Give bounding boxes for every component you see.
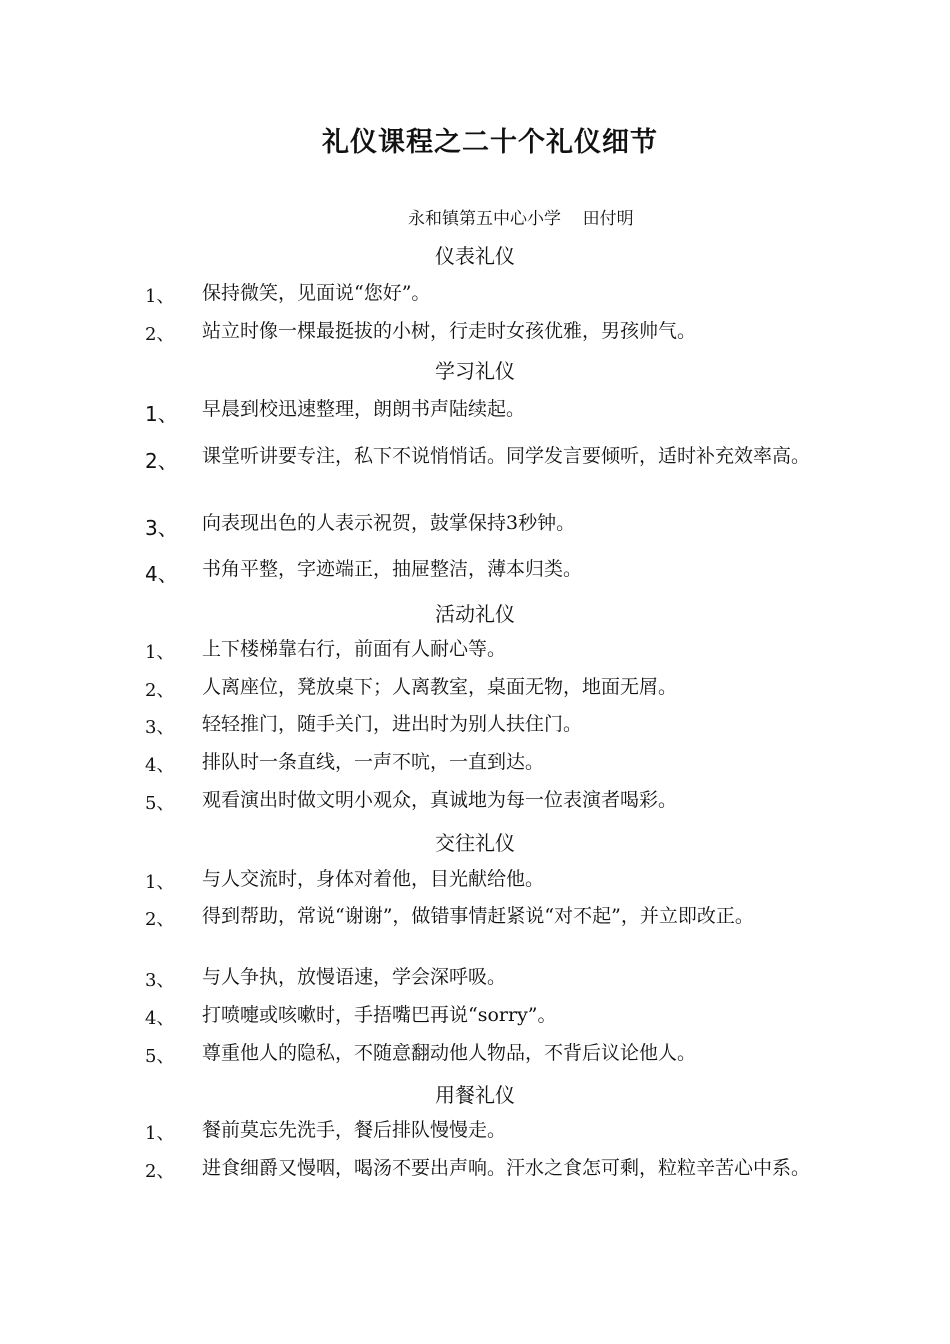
section-title-dining: 用餐礼仪 [435, 1083, 515, 1107]
item-text: 进食细爵又慢咽，喝汤不要出声响。汗水之食怎可剩，粒粒辛苦心中系。 [202, 1157, 811, 1179]
item-text: 观看演出时做文明小观众，真诚地为每一位表演者喝彩。 [202, 789, 678, 811]
item-number: 1、 [145, 1123, 175, 1144]
item-text: 书角平整，字迹端正，抽屉整洁，薄本归类。 [202, 558, 583, 580]
item-text: 排队时一条直线，一声不吭，一直到达。 [202, 751, 545, 773]
item-number: 3、 [145, 516, 178, 540]
item-number: 1、 [145, 402, 178, 426]
section-title-social: 交往礼仪 [435, 831, 515, 855]
author-line: 永和镇第五中心小学 田付明 [408, 209, 634, 229]
item-number: 1、 [145, 872, 175, 893]
item-text: 尊重他人的隐私，不随意翻动他人物品，不背后议论他人。 [202, 1042, 697, 1064]
item-number: 4、 [145, 1008, 175, 1029]
item-text: 轻轻推门，随手关门，进出时为别人扶住门。 [202, 713, 583, 735]
item-number: 5、 [145, 793, 175, 814]
item-number: 3、 [145, 717, 175, 738]
item-number: 2、 [145, 909, 175, 930]
item-text: 向表现出色的人表示祝贺，鼓掌保持3秒钟。 [202, 512, 576, 534]
item-number: 2、 [145, 449, 178, 473]
item-number: 1、 [145, 642, 175, 663]
item-text: 早晨到校迅速整理，朗朗书声陆续起。 [202, 398, 526, 420]
item-number: 4、 [145, 562, 178, 586]
item-number: 2、 [145, 324, 175, 345]
section-title-activity: 活动礼仪 [435, 602, 515, 626]
item-text: 人离座位，凳放桌下；人离教室，桌面无物，地面无屑。 [202, 676, 678, 698]
item-text: 打喷嚏或咳嗽时，手捂嘴巴再说“sorry”。 [202, 1004, 557, 1026]
section-title-appearance: 仪表礼仪 [435, 244, 515, 268]
item-text: 与人交流时，身体对着他，目光献给他。 [202, 868, 545, 890]
item-number: 1、 [145, 286, 175, 307]
item-number: 4、 [145, 755, 175, 776]
item-number: 5、 [145, 1046, 175, 1067]
item-text: 课堂听讲要专注，私下不说悄悄话。同学发言要倾听，适时补充效率高。 [202, 445, 811, 467]
section-title-study: 学习礼仪 [435, 359, 515, 383]
item-number: 2、 [145, 680, 175, 701]
item-number: 2、 [145, 1161, 175, 1182]
item-text: 得到帮助，常说“谢谢”，做错事情赶紧说“对不起”，并立即改正。 [202, 905, 754, 927]
item-text: 上下楼梯靠右行，前面有人耐心等。 [202, 638, 507, 660]
item-text: 与人争执，放慢语速，学会深呼吸。 [202, 966, 507, 988]
item-text: 餐前莫忘先洗手，餐后排队慢慢走。 [202, 1119, 507, 1141]
item-number: 3、 [145, 970, 175, 991]
item-text: 站立时像一棵最挺拔的小树，行走时女孩优雅，男孩帅气。 [202, 320, 697, 342]
page-title: 礼仪课程之二十个礼仪细节 [322, 127, 658, 158]
item-text: 保持微笑，见面说“您好”。 [202, 282, 431, 304]
